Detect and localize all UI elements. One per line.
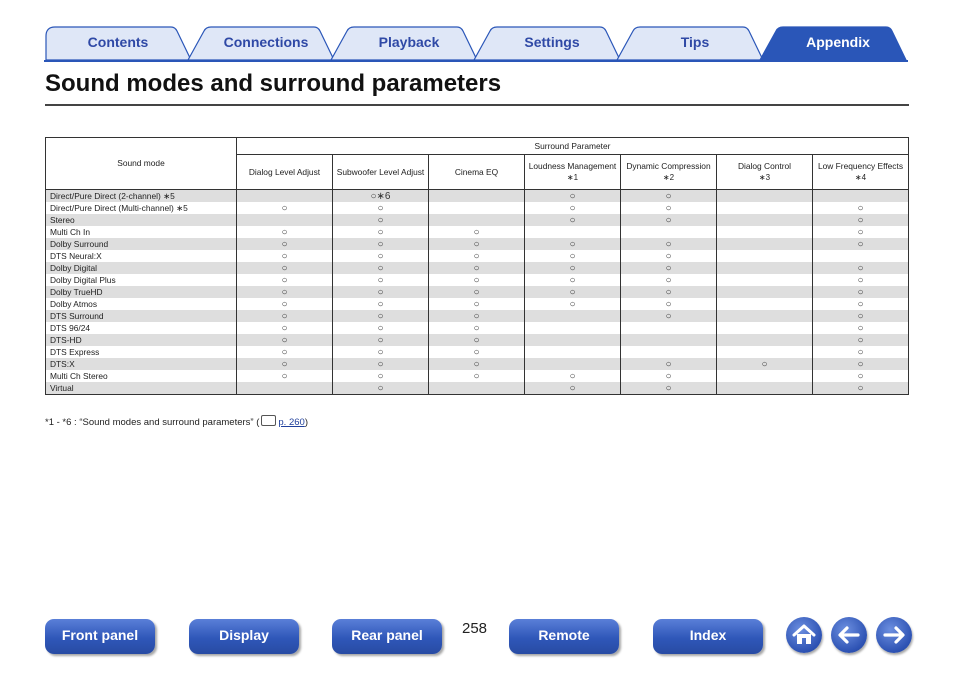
parameter-cell [717,322,813,334]
footnote [45,415,308,428]
parameter-cell [621,322,717,334]
parameter-cell [813,298,909,310]
column-header-note: ∗2 [662,173,675,182]
parameter-cell [429,382,525,395]
arrow-right-icon [876,617,912,653]
supported-mark: ○ [665,262,672,274]
supported-mark: ○ [665,286,672,298]
parameter-cell [429,322,525,334]
supported-mark: ○ [473,238,480,250]
parameter-cell [333,322,429,334]
column-header-label: Subwoofer Level Adjust [336,166,425,177]
sound-mode-cell: Dolby Surround [46,238,237,250]
supported-mark: ○ [569,286,576,298]
supported-mark: ○ [569,262,576,274]
supported-mark: ○ [665,358,672,370]
parameter-cell [621,190,717,203]
tab-playback[interactable] [330,26,478,60]
supported-mark: ○ [569,214,576,226]
supported-mark: ○ [569,238,576,250]
supported-mark: ○ [281,262,288,274]
home-button[interactable] [786,617,822,653]
page-title: Sound modes and surround parameters [45,70,502,97]
parameter-cell [813,262,909,274]
column-header-note: ∗3 [758,173,771,182]
parameter-cell [717,286,813,298]
supported-mark: ○ [857,262,864,274]
parameter-cell [717,370,813,382]
parameter-cell [333,286,429,298]
supported-mark: ○ [377,346,384,358]
supported-mark: ○ [857,226,864,238]
supported-mark: ○ [281,370,288,382]
tab-settings[interactable] [473,26,621,60]
parameter-cell [237,322,333,334]
supported-mark: ○ [665,370,672,382]
supported-mark: ○ [665,202,672,214]
supported-mark: ○ [569,274,576,286]
tab-label: Contents [87,34,149,50]
supported-mark: ○ [569,370,576,382]
parameter-cell [813,274,909,286]
column-header [237,155,333,190]
supported-mark: ○ [281,226,288,238]
table-row [46,274,909,286]
column-header [525,155,621,190]
front-panel-button[interactable]: Front panel [45,619,155,654]
footnote-close: ) [304,417,308,428]
supported-mark: ○ [281,322,288,334]
supported-mark: ○ [473,286,480,298]
parameter-cell [717,238,813,250]
supported-mark: ○ [281,286,288,298]
tab-label: Appendix [806,34,870,50]
supported-mark: ○ [569,202,576,214]
sound-mode-cell: Dolby TrueHD [46,286,237,298]
page-number: 258 [462,620,488,637]
parameter-cell [525,202,621,214]
column-header [621,155,717,190]
parameter-cell [525,298,621,310]
arrow-left-icon [831,617,867,653]
parameter-cell [813,202,909,214]
page-reference-link[interactable]: p. 260 [278,417,305,428]
parameter-cell [621,274,717,286]
supported-mark: ○ [857,322,864,334]
parameter-cell [525,190,621,203]
parameter-cell [429,358,525,370]
parameter-cell [621,202,717,214]
column-header [813,155,909,190]
index-button[interactable]: Index [653,619,763,654]
parameter-cell [525,262,621,274]
supported-mark: ○ [665,214,672,226]
parameter-cell [621,382,717,395]
sound-mode-cell: DTS Surround [46,310,237,322]
back-button[interactable] [831,617,867,653]
supported-mark: ○ [377,262,384,274]
supported-mark: ○ [857,214,864,226]
parameter-cell [237,346,333,358]
parameter-cell [717,298,813,310]
supported-mark: ○ [377,358,384,370]
parameter-cell [429,310,525,322]
parameter-cell [429,274,525,286]
tab-underline [44,60,908,62]
table-row [46,262,909,274]
supported-mark: ○ [857,382,864,394]
supported-mark: ○ [857,286,864,298]
parameter-cell [717,274,813,286]
parameter-cell [813,286,909,298]
tab-label: Connections [223,34,309,50]
parameter-cell [237,298,333,310]
supported-mark: ○ [665,382,672,394]
parameter-cell [717,310,813,322]
sound-mode-cell: Dolby Atmos [46,298,237,310]
supported-mark: ○ [281,250,288,262]
parameter-cell [813,382,909,395]
parameter-cell [525,358,621,370]
supported-mark: ○∗6 [370,190,391,202]
supported-mark: ○ [281,310,288,322]
parameter-cell [525,382,621,395]
table-row [46,250,909,262]
parameter-cell [717,262,813,274]
parameter-cell [621,346,717,358]
supported-mark: ○ [857,370,864,382]
supported-mark: ○ [281,358,288,370]
parameter-cell [813,322,909,334]
supported-mark: ○ [665,238,672,250]
sound-mode-cell: DTS Neural:X [46,250,237,262]
supported-mark: ○ [569,250,576,262]
supported-mark: ○ [569,382,576,394]
tab-contents[interactable] [44,26,192,60]
parameter-cell [333,214,429,226]
supported-mark: ○ [473,250,480,262]
parameter-cell [237,226,333,238]
parameter-cell [525,238,621,250]
column-header-label: Loudness Management [528,161,617,171]
supported-mark: ○ [857,298,864,310]
supported-mark: ○ [665,298,672,310]
supported-mark: ○ [761,358,768,370]
supported-mark: ○ [857,346,864,358]
parameter-cell [333,346,429,358]
sound-mode-cell: Virtual [46,382,237,395]
supported-mark: ○ [473,226,480,238]
parameter-cell [237,370,333,382]
supported-mark: ○ [281,274,288,286]
parameter-cell [333,238,429,250]
sound-mode-cell: Direct/Pure Direct (2-channel) ∗5 [46,190,237,203]
column-header [333,155,429,190]
supported-mark: ○ [857,310,864,322]
parameter-cell [621,238,717,250]
supported-mark: ○ [473,262,480,274]
parameter-cell [717,346,813,358]
top-tab-bar [44,26,906,62]
parameter-cell [333,202,429,214]
title-divider [45,104,909,106]
supported-mark: ○ [377,310,384,322]
parameter-cell [429,214,525,226]
parameter-cell [525,274,621,286]
parameter-cell [813,250,909,262]
parameter-cell [525,346,621,358]
parameter-cell [237,382,333,395]
supported-mark: ○ [569,298,576,310]
parameter-cell [237,214,333,226]
parameter-cell [333,274,429,286]
parameter-cell [429,370,525,382]
supported-mark: ○ [857,274,864,286]
parameter-cell [237,250,333,262]
parameter-cell [429,334,525,346]
supported-mark: ○ [569,190,576,202]
parameter-cell [333,262,429,274]
tab-tips[interactable] [616,26,764,60]
parameter-cell [813,334,909,346]
supported-mark: ○ [857,238,864,250]
table-row [46,190,909,203]
column-header [717,155,813,190]
supported-mark: ○ [377,286,384,298]
footnote-text: *1 - *6 : “Sound modes and surround parameters” ( [45,417,260,428]
parameter-cell [621,370,717,382]
parameter-cell [237,286,333,298]
home-icon [786,617,822,653]
sound-mode-header: Sound mode [46,138,237,190]
remote-button[interactable]: Remote [509,619,619,654]
parameter-cell [237,274,333,286]
parameter-cell [429,190,525,203]
parameter-cell [525,310,621,322]
sound-mode-cell: Multi Ch In [46,226,237,238]
supported-mark: ○ [377,226,384,238]
parameter-cell [525,286,621,298]
sound-mode-cell: Multi Ch Stereo [46,370,237,382]
sound-mode-cell: Dolby Digital Plus [46,274,237,286]
table-row [46,358,909,370]
parameter-cell [717,214,813,226]
sound-mode-cell: DTS-HD [46,334,237,346]
parameter-cell [621,334,717,346]
parameter-cell [237,334,333,346]
supported-mark: ○ [281,346,288,358]
parameter-cell [813,226,909,238]
supported-mark: ○ [377,214,384,226]
parameter-cell [237,262,333,274]
column-header-label: Cinema EQ [454,166,499,177]
table-row [46,370,909,382]
tab-label: Tips [680,34,710,50]
table-row [46,322,909,334]
parameter-cell [621,226,717,238]
parameter-cell [813,358,909,370]
supported-mark: ○ [377,370,384,382]
tab-connections[interactable] [187,26,335,60]
supported-mark: ○ [281,298,288,310]
parameter-cell [717,190,813,203]
display-button[interactable]: Display [189,619,299,654]
supported-mark: ○ [665,310,672,322]
supported-mark: ○ [377,250,384,262]
parameter-cell [525,250,621,262]
parameter-cell [237,202,333,214]
tab-label: Settings [524,34,580,50]
supported-mark: ○ [857,202,864,214]
column-header [429,155,525,190]
parameter-cell [525,370,621,382]
parameter-cell [237,190,333,203]
supported-mark: ○ [377,334,384,346]
column-header-label: Dialog Level Adjust [248,166,321,177]
pointing-hand-icon [261,415,276,426]
parameter-cell [429,226,525,238]
sound-mode-cell: DTS:X [46,358,237,370]
tab-label: Playback [378,34,440,50]
supported-mark: ○ [473,322,480,334]
sound-mode-cell: Dolby Digital [46,262,237,274]
supported-mark: ○ [473,274,480,286]
column-header-label: Dynamic Compression [626,161,711,171]
parameter-cell [429,250,525,262]
parameter-cell [813,190,909,203]
supported-mark: ○ [281,238,288,250]
supported-mark: ○ [857,334,864,346]
parameter-cell [429,202,525,214]
parameter-cell [429,346,525,358]
table-row [46,334,909,346]
column-header-label: Dialog Control [737,161,792,171]
supported-mark: ○ [473,370,480,382]
parameter-cell [429,238,525,250]
parameter-cell [717,382,813,395]
table-row [46,202,909,214]
supported-mark: ○ [665,190,672,202]
parameter-cell [621,298,717,310]
table-row [46,238,909,250]
table-row [46,226,909,238]
table-row [46,310,909,322]
parameter-cell [525,322,621,334]
supported-mark: ○ [473,310,480,322]
parameter-cell [717,334,813,346]
parameter-cell [333,310,429,322]
parameter-cell [429,286,525,298]
column-header-label: Low Frequency Effects [817,161,904,171]
parameter-cell [333,358,429,370]
table-row [46,346,909,358]
parameter-cell [621,262,717,274]
table-row [46,298,909,310]
supported-mark: ○ [281,202,288,214]
parameter-cell [525,226,621,238]
parameter-cell [333,382,429,395]
table-row [46,286,909,298]
sound-mode-cell: Direct/Pure Direct (Multi-channel) ∗5 [46,202,237,214]
parameter-cell [717,358,813,370]
parameter-cell [813,370,909,382]
parameter-cell [621,250,717,262]
supported-mark: ○ [377,274,384,286]
supported-mark: ○ [473,346,480,358]
surround-parameter-header: Surround Parameter [237,138,909,155]
sound-mode-cell: DTS Express [46,346,237,358]
supported-mark: ○ [857,358,864,370]
parameter-cell [237,238,333,250]
parameter-cell [333,190,429,203]
parameter-cell [333,334,429,346]
tab-appendix[interactable] [759,26,907,60]
parameter-cell [813,310,909,322]
supported-mark: ○ [281,334,288,346]
sound-mode-cell: DTS 96/24 [46,322,237,334]
supported-mark: ○ [473,334,480,346]
column-header-note: ∗4 [854,173,867,182]
parameter-cell [525,214,621,226]
parameter-cell [813,346,909,358]
parameter-cell [333,226,429,238]
forward-button[interactable] [876,617,912,653]
supported-mark: ○ [665,250,672,262]
sound-mode-cell: Stereo [46,214,237,226]
rear-panel-button[interactable]: Rear panel [332,619,442,654]
column-header-note: ∗1 [566,173,579,182]
parameter-cell [525,334,621,346]
parameter-cell [429,262,525,274]
parameter-cell [237,310,333,322]
supported-mark: ○ [377,322,384,334]
supported-mark: ○ [377,298,384,310]
parameter-cell [717,250,813,262]
parameter-cell [429,298,525,310]
supported-mark: ○ [665,274,672,286]
parameter-cell [333,370,429,382]
table-row [46,214,909,226]
parameter-cell [621,358,717,370]
parameter-cell [333,298,429,310]
parameter-cell [813,238,909,250]
parameter-cell [237,358,333,370]
parameter-cell [813,214,909,226]
parameter-cell [717,202,813,214]
parameter-cell [621,310,717,322]
parameter-cell [621,214,717,226]
parameter-cell [717,226,813,238]
sound-mode-table [45,137,909,395]
supported-mark: ○ [377,238,384,250]
supported-mark: ○ [473,298,480,310]
parameter-cell [333,250,429,262]
supported-mark: ○ [473,358,480,370]
table-row [46,382,909,395]
supported-mark: ○ [377,382,384,394]
supported-mark: ○ [377,202,384,214]
parameter-cell [621,286,717,298]
